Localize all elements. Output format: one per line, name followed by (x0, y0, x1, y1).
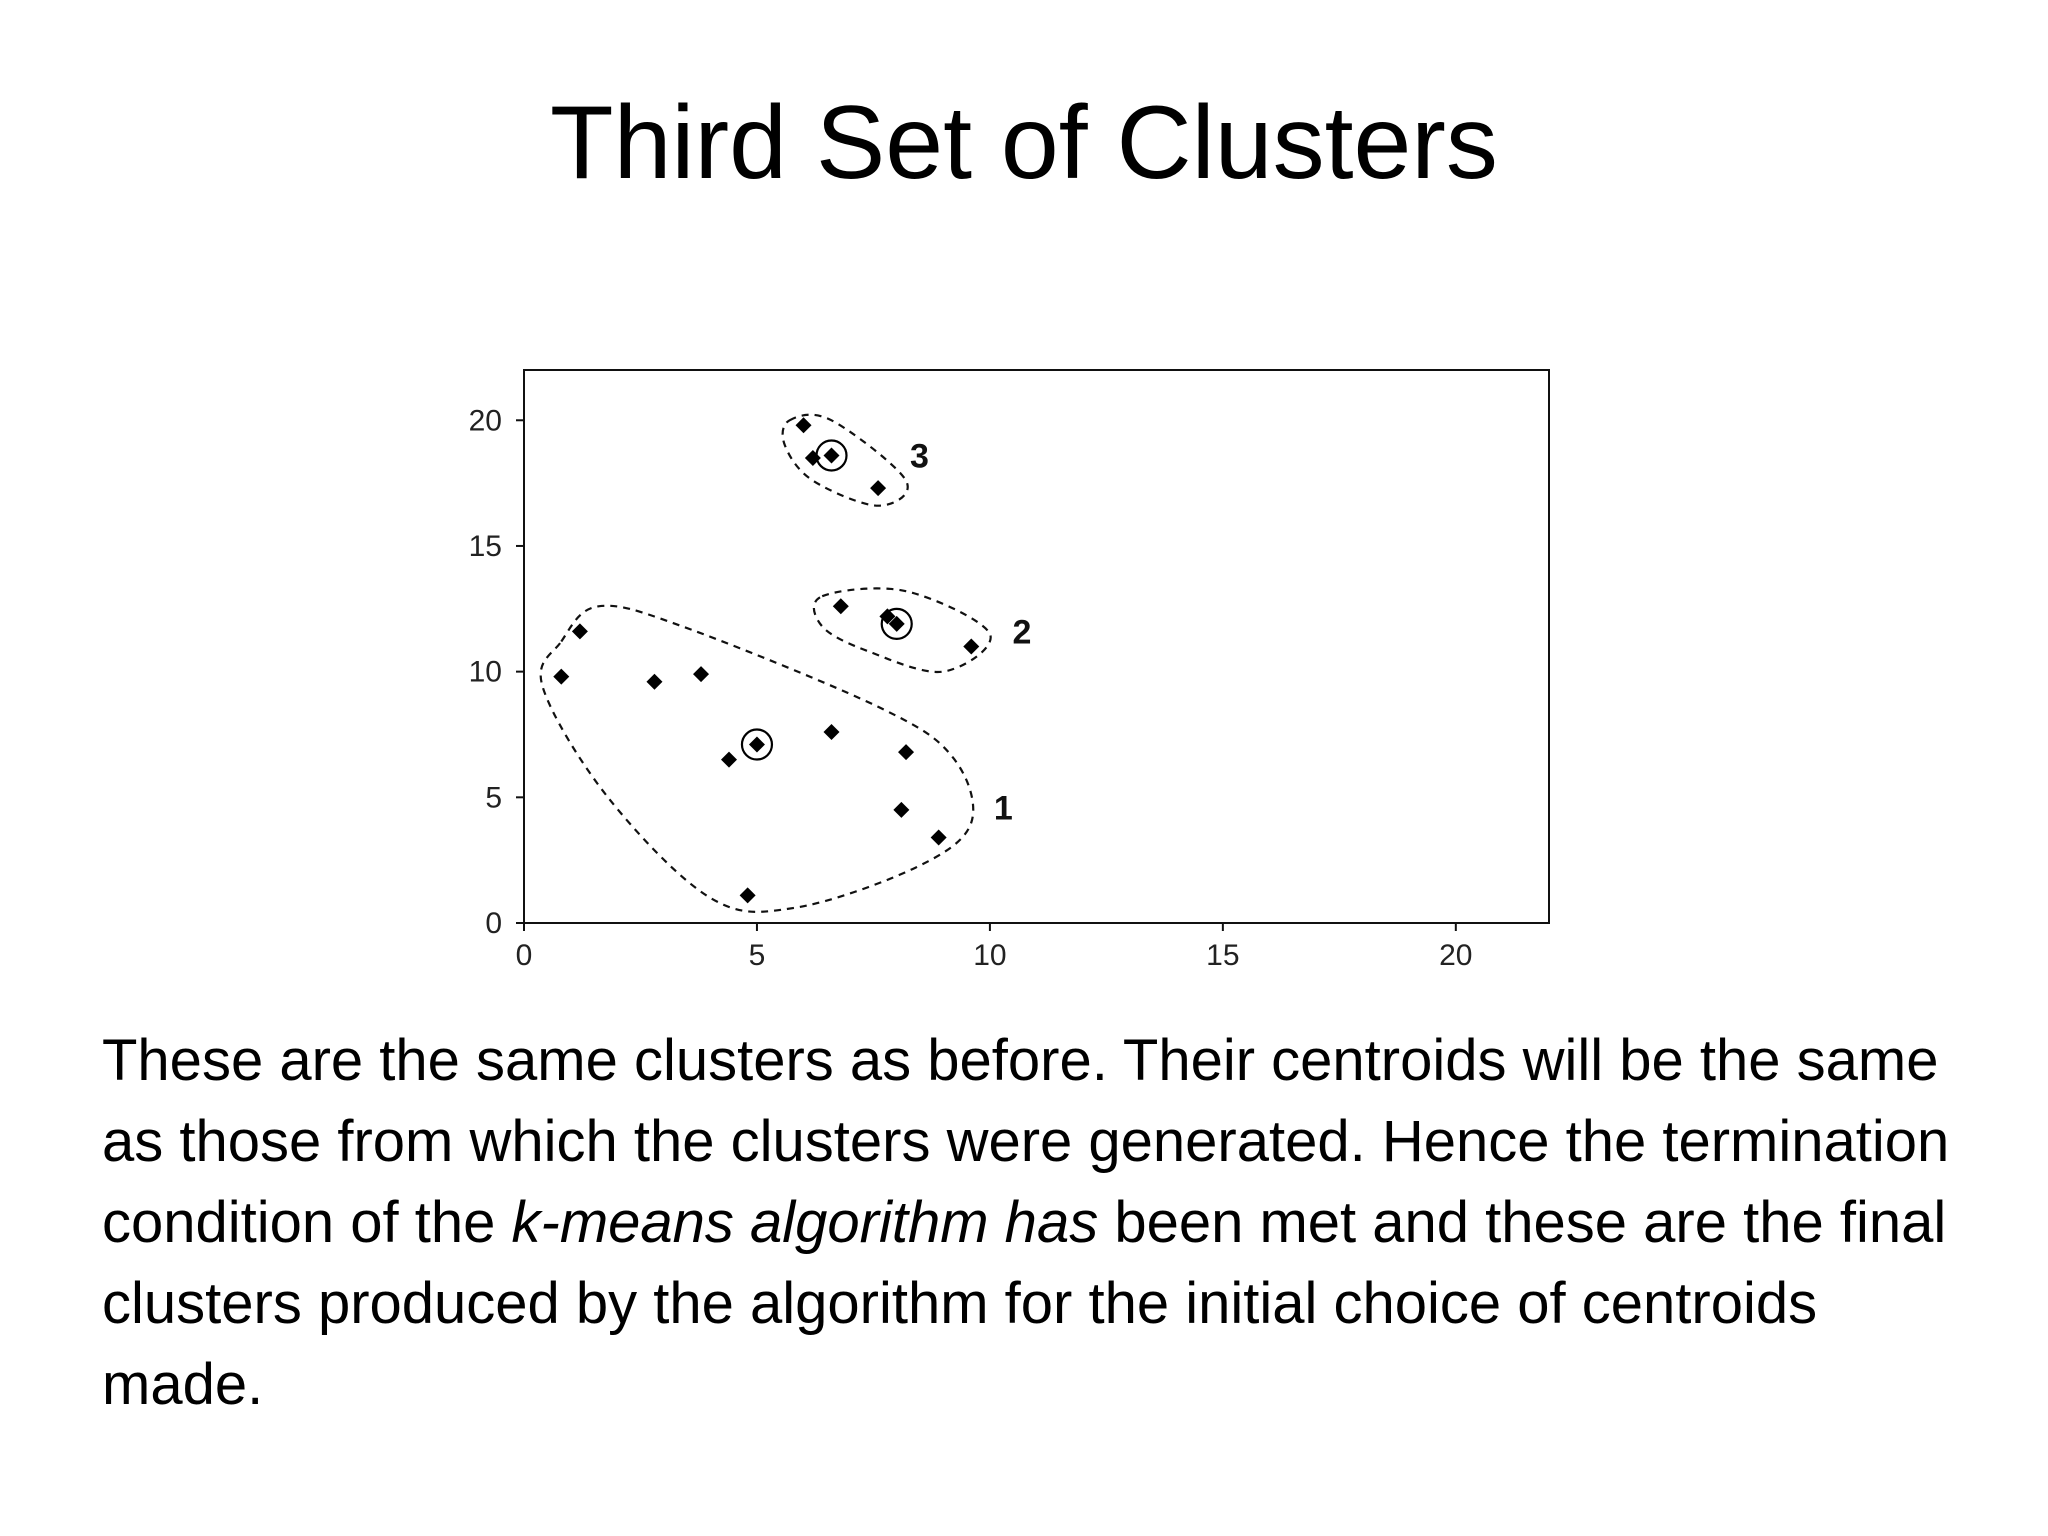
chart-svg (430, 340, 1570, 990)
y-tick-label: 20 (468, 404, 502, 438)
data-point-cluster-1 (740, 887, 756, 903)
slide-title: Third Set of Clusters (550, 85, 1498, 201)
body-text-italic: k-means algorithm has (511, 1190, 1099, 1255)
y-tick-label: 0 (485, 907, 502, 940)
data-point-cluster-1 (824, 724, 840, 740)
y-tick-label: 5 (485, 781, 502, 815)
data-point-cluster-1 (553, 669, 569, 685)
body-text-part-1: These are the same clusters as before. Their centroids will be the same as those from which the clusters were generated. Hence the termination condition of the (102, 1028, 1950, 1255)
y-tick-label: 10 (468, 655, 502, 689)
x-tick-label: 0 (515, 939, 533, 972)
x-tick-label: 10 (973, 939, 1007, 972)
centroid-marker-1 (749, 737, 765, 753)
x-tick-label: 20 (1439, 939, 1473, 972)
x-tick-label: 5 (748, 939, 766, 972)
data-point-cluster-2 (963, 639, 979, 655)
x-tick-label: 15 (1206, 939, 1240, 972)
cluster-label-1: 1 (993, 789, 1013, 828)
centroid-marker-3 (824, 447, 840, 463)
data-point-cluster-1 (693, 666, 709, 682)
data-point-cluster-3 (796, 417, 812, 433)
data-point-cluster-1 (572, 623, 588, 639)
data-point-cluster-2 (833, 598, 849, 614)
data-point-cluster-1 (898, 744, 914, 760)
y-tick-label: 15 (468, 529, 502, 563)
data-point-cluster-1 (931, 830, 947, 846)
plot-frame (524, 370, 1549, 923)
data-point-cluster-3 (870, 480, 886, 496)
cluster-label-3: 3 (910, 437, 929, 476)
data-point-cluster-1 (721, 752, 737, 768)
data-point-cluster-1 (646, 674, 662, 690)
cluster-scatter-chart (430, 340, 1570, 990)
slide-body-text (102, 1020, 1962, 1425)
data-point-cluster-1 (893, 802, 909, 818)
cluster-label-2: 2 (1012, 613, 1032, 652)
body-text-part-2: been met and these are the final clusters produced by the algorithm for the initial choice of centroids made. (102, 1190, 1947, 1417)
